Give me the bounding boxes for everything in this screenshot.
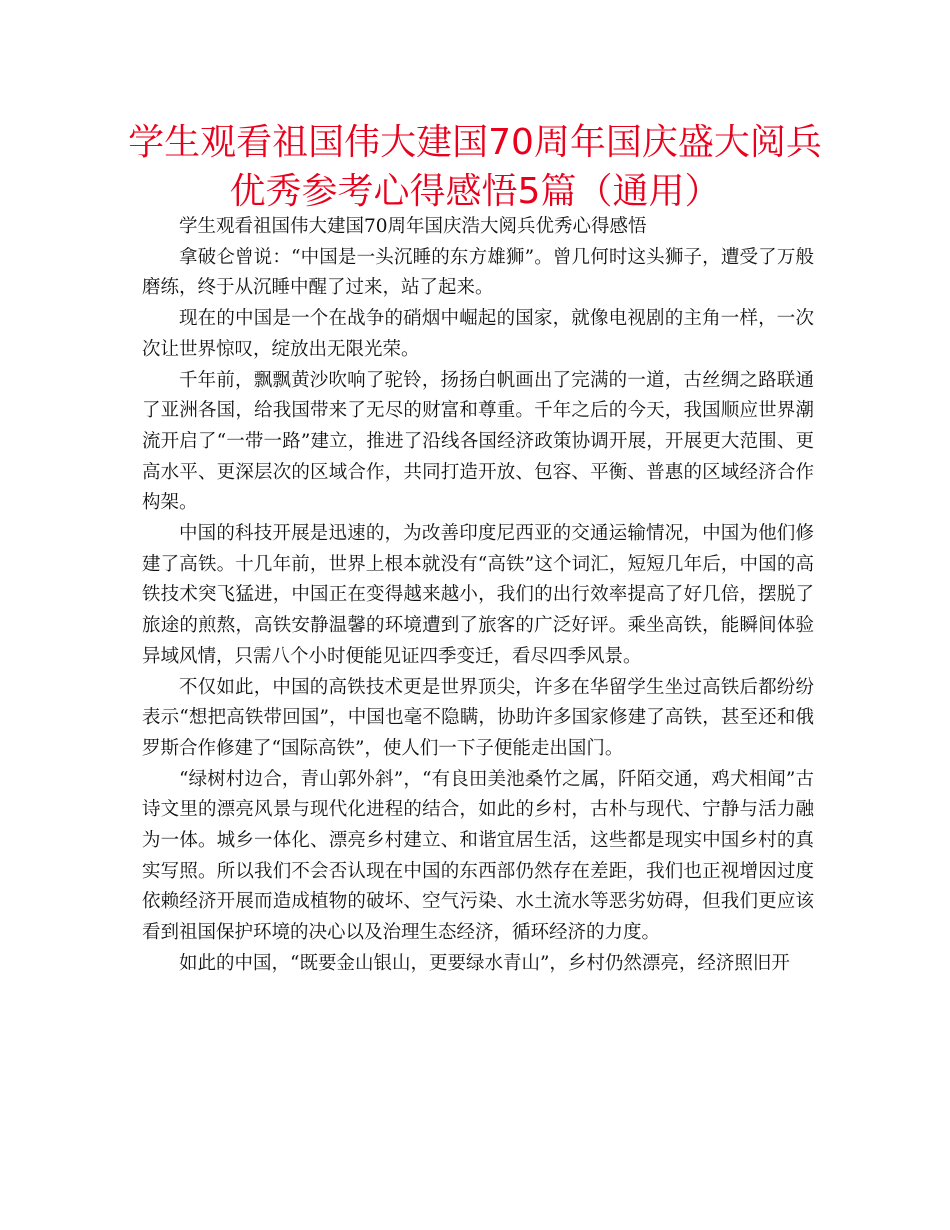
paragraph-7: 如此的中国，“既要金山银山，更要绿水青山”，乡村仍然漂亮，经济照旧开	[179, 952, 790, 974]
document-title: 学生观看祖国伟大建国70周年国庆盛大阅兵优秀参考心得感悟5篇（通用）	[128, 122, 822, 212]
paragraph-6: “绿树村边合，青山郭外斜”，“有良田美池桑竹之属，阡陌交通，鸡犬相闻”古诗文里的漂亮风景与现代化进程的结合，如此的乡村，古朴与现代、宁静与活力融为一体。城乡一体化、漂亮乡村建立、和谐宜居生活，这些都是现实中国乡村的真实写照。所以我们不会否认现在中国的东西部仍然存在差距，我们也正视增因过度依赖经济开展而造成植物的破坏、空气污染、水土流水等恶劣妨碍，但我们更应该看到祖国保护环境的决心以及治理生态经济，循环经济的力度。	[142, 768, 814, 944]
paragraph-5: 不仅如此，中国的高铁技术更是世界顶尖，许多在华留学生坐过高铁后都纷纷表示“想把高铁带回国”，中国也毫不隐瞒，协助许多国家修建了高铁，甚至还和俄罗斯合作修建了“国际高铁”，使人们一下子便能走出国门。	[142, 676, 814, 759]
paragraph-1: 拿破仑曾说：“中国是一头沉睡的东方雄狮”。曾几何时这头狮子，遭受了万般磨练，终于从沉睡中醒了过来，站了起来。	[142, 246, 814, 299]
paragraph-3: 千年前，飘飘黄沙吹响了驼铃，扬扬白帆画出了完满的一道，古丝绸之路联通了亚洲各国，给我国带来了无尽的财富和尊重。千年之后的今天，我国顺应世界潮流开启了“一带一路”建立，推进了沿线各国经济政策协调开展，开展更大范围、更高水平、更深层次的区域合作，共同打造开放、包容、平衡、普惠的区域经济合作构架。	[142, 369, 814, 514]
document-body	[142, 212, 814, 980]
paragraph-2: 现在的中国是一个在战争的硝烟中崛起的国家，就像电视剧的主角一样，一次次让世界惊叹，绽放出无限光荣。	[142, 308, 814, 360]
subtitle-paragraph: 学生观看祖国伟大建国70周年国庆浩大阅兵优秀心得感悟	[179, 216, 647, 237]
paragraph-4: 中国的科技开展是迅速的，为改善印度尼西亚的交通运输情况，中国为他们修建了高铁。十几年前，世界上根本就没有“高铁”这个词汇，短短几年后，中国的高铁技术突飞猛进，中国正在变得越来越小，我们的出行效率提高了好几倍，摆脱了旅途的煎熬，高铁安静温馨的环境遭到了旅客的广泛好评。乘坐高铁，能瞬间体验异域风情，只需八个小时便能见证四季变迁，看尽四季风景。	[142, 523, 814, 667]
